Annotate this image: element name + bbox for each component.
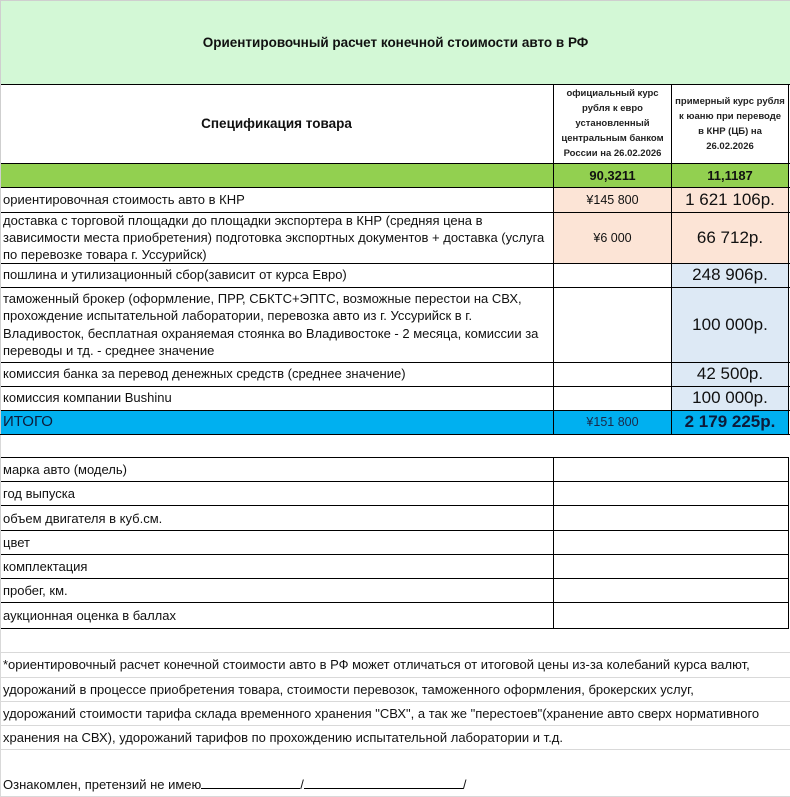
cost-row-rub: 100 000р. — [672, 287, 788, 362]
disclaimer-line: *ориентировочный расчет конечной стоимости авто в РФ может отличаться от итоговой цены из-за колебаний курса валют, — [3, 657, 750, 672]
signature-field[interactable] — [201, 776, 300, 789]
eur-rate-value: 90,3211 — [589, 167, 636, 183]
cost-row-yuan: ¥6 000 — [554, 212, 671, 263]
cost-row-yuan — [554, 386, 671, 410]
total-label: ИТОГО — [3, 413, 53, 430]
border — [0, 457, 789, 458]
border — [788, 457, 789, 629]
border — [0, 505, 789, 506]
total-yuan: ¥151 800 — [586, 415, 639, 429]
border — [0, 602, 789, 603]
cost-row-yuan — [554, 362, 671, 386]
disclaimer-line: удорожаний в процессе приобретения товара, стоимости перевозок, таможенного оформления, брокерских услуг, — [3, 682, 694, 697]
car-info-label: аукционная оценка в баллах — [3, 607, 176, 623]
cost-row-label: комиссия банка за перевод денежных средств (среднее значение) — [3, 366, 406, 381]
border — [0, 628, 789, 629]
border — [671, 84, 672, 434]
car-info-label: комплектация — [3, 559, 88, 574]
car-info-label: объем двигателя в куб.см. — [3, 510, 163, 526]
car-info-label: год выпуска — [3, 486, 75, 501]
cost-row-yuan — [554, 287, 671, 362]
car-info-value-mileage[interactable] — [554, 579, 788, 603]
cost-row-rub: 100 000р. — [672, 386, 788, 410]
name-field[interactable] — [304, 776, 463, 789]
total-rub: 2 179 225р. — [684, 412, 776, 431]
left-gridline — [0, 628, 1, 797]
border — [553, 84, 554, 434]
border — [788, 84, 789, 434]
cost-row-rub: 42 500р. — [672, 362, 788, 386]
cost-row-yuan — [554, 263, 671, 287]
car-info-label: марка авто (модель) — [3, 462, 127, 477]
cost-row-rub: 248 906р. — [672, 263, 788, 287]
car-info-value-grade[interactable] — [554, 603, 788, 628]
cost-row-label: ориентировочная стоимость авто в КНР — [3, 191, 245, 207]
cny-rate-header: примерный курс рубля к юаню при переводе в КНР (ЦБ) на 26.02.2026 — [675, 95, 785, 152]
car-info-label: пробег, км. — [3, 583, 68, 598]
spec-header-label: Спецификация товара — [201, 116, 352, 131]
border — [0, 84, 1, 434]
eur-rate-header: официальный курс рубля к евро установленный центральным банком России на 26.02.2026 — [561, 88, 664, 159]
border — [0, 578, 789, 579]
signature-label: Ознакомлен, претензий не имею — [3, 777, 202, 792]
car-info-value-year[interactable] — [554, 482, 788, 506]
border — [553, 457, 554, 629]
cny-rate-value: 11,1187 — [707, 167, 753, 183]
car-info-value-trim[interactable] — [554, 555, 788, 579]
border — [0, 434, 790, 435]
border — [0, 481, 789, 482]
border — [0, 530, 789, 531]
disclaimer-line: хранения на СВХ), удорожаний тарифов по прохождению испытательной лаборатории и т.д. — [3, 730, 564, 745]
cost-row-rub: 66 712р. — [672, 212, 788, 263]
car-info-label: цвет — [3, 535, 30, 550]
car-info-value-brand[interactable] — [554, 458, 788, 482]
page-title: Ориентировочный расчет конечной стоимости авто в РФ — [0, 0, 790, 84]
cost-row-rub: 1 621 106р. — [672, 187, 788, 212]
cost-row-label: таможенный брокер (оформление, ПРР, СБКТС+ЭПТС, возможные перестои на СВХ, прохождение испытательной лаборатории, перевозка авто из г. Уссурийск в г. Владивосток, бесплатная охраняемая стоянка во Владивостоке - 2 месяца, комиссии за переводы и тд. - среднее значение — [3, 290, 539, 358]
cost-row-label: комиссия компании Bushinu — [3, 390, 172, 405]
border — [0, 457, 1, 629]
cost-row-label: доставка с торговой площадки до площадки экспортера в КНР (средняя цена в зависимости места приобретения) подготовка экспортных документов + доставка (услуга по перевозке товара г. Уссурийск) — [3, 213, 545, 262]
car-info-value-color[interactable] — [554, 531, 788, 555]
signature-separator: / — [300, 777, 304, 792]
cost-row-label: пошлина и утилизационный сбор(зависит от курса Евро) — [3, 267, 347, 282]
left-gridline — [0, 434, 1, 458]
car-info-value-engine[interactable] — [554, 506, 788, 531]
signature-line — [3, 773, 467, 797]
spec-header — [0, 84, 553, 163]
border — [0, 554, 789, 555]
cost-row-yuan: ¥145 800 — [554, 187, 671, 212]
disclaimer-line: удорожаний стоимости тарифа склада временного хранения "СВХ", а так же "перестоев"(хранение авто сверх нормативного — [3, 706, 760, 721]
signature-separator-end: / — [462, 777, 467, 792]
